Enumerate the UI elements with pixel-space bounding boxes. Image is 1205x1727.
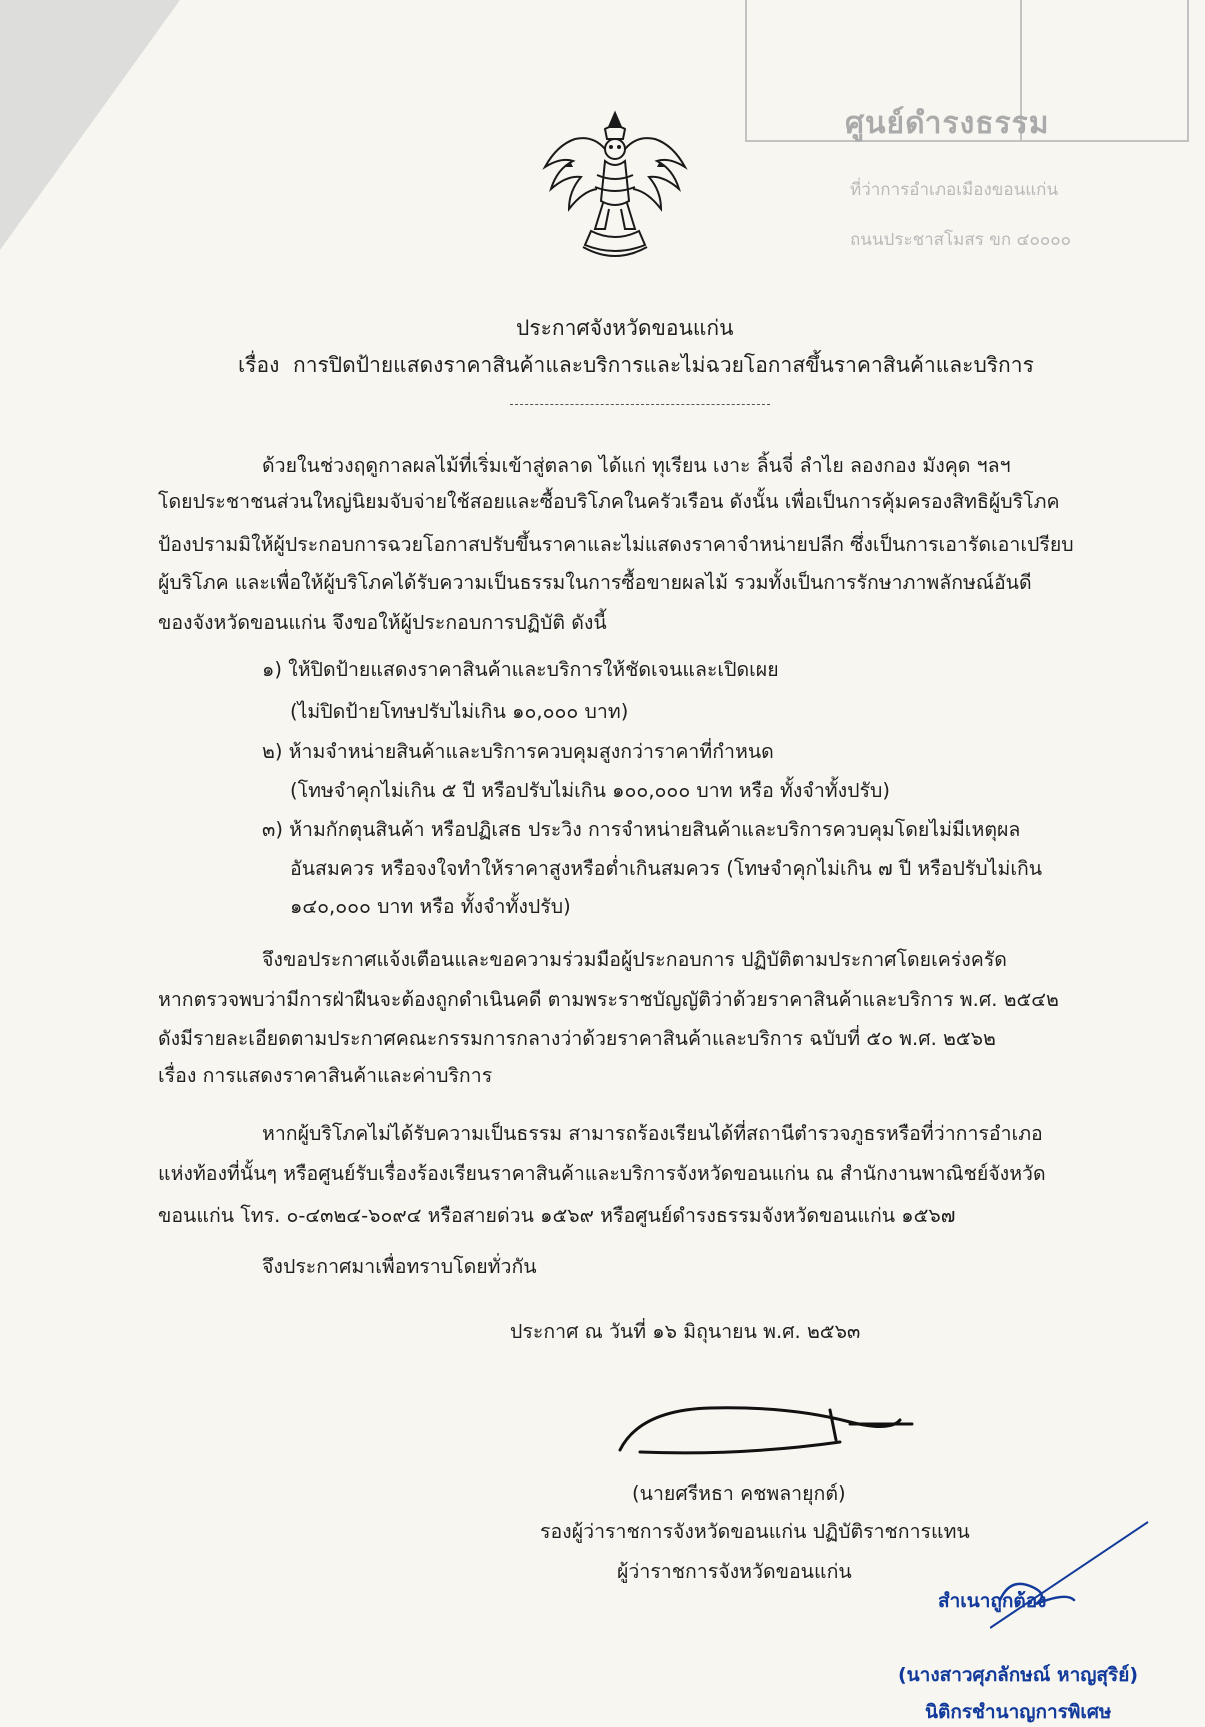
item-3-cont-1: อันสมควร หรือจงใจทำให้ราคาสูงหรือต่ำเกินสมควร (โทษจำคุกไม่เกิน ๗ ปี หรือปรับไม่เกิน (290, 857, 1043, 880)
warning-line-4: เรื่อง การแสดงราคาสินค้าและค่าบริการ (158, 1064, 493, 1087)
item-1-penalty: (ไม่ปิดป้ายโทษปรับไม่เกิน ๑๐,๐๐๐ บาท) (290, 700, 629, 723)
item-3-cont-2: ๑๔๐,๐๐๐ บาท หรือ ทั้งจำทั้งปรับ) (290, 895, 571, 918)
intro-line-2: โดยประชาชนส่วนใหญ่นิยมจับจ่ายใช้สอยและซื้อบริโภคในครัวเรือน ดังนั้น เพื่อเป็นการคุ้มครองสิทธิผู้บริโภค (158, 490, 1060, 513)
complaint-line-2: แห่งท้องที่นั้นๆ หรือศูนย์รับเรื่องร้องเรียนราคาสินค้าและบริการจังหวัดขอนแก่น ณ สำนักงานพาณิชย์จังหวัด (158, 1162, 1046, 1185)
garuda-emblem-icon (535, 105, 695, 270)
certify-name: (นางสาวศุภลักษณ์ หาญสุริย์) (898, 1664, 1139, 1686)
bleed-address-2: ถนนประชาสโมสร ขก ๔๐๐๐๐ (850, 230, 1071, 250)
complaint-line-3: ขอนแก่น โทร. ๐-๔๓๒๔-๖๐๙๔ หรือสายด่วน ๑๕๖๙ หรือศูนย์ดำรงธรรมจังหวัดขอนแก่น ๑๕๖๗ (158, 1204, 956, 1227)
certify-label: สำเนาถูกต้อง (938, 1590, 1047, 1612)
intro-line-3: ป้องปรามมิให้ผู้ประกอบการฉวยโอกาสปรับขึ้นราคาและไม่แสดงราคาจำหน่ายปลีก ซึ่งเป็นการเอารัดเอาเปรียบ (158, 533, 1074, 556)
complaint-line-1: หากผู้บริโภคไม่ได้รับความเป็นธรรม สามารถร้องเรียนได้ที่สถานีตำรวจภูธรหรือที่ว่าการอำเภอ (262, 1122, 1043, 1145)
item-3: ๓) ห้ามกักตุนสินค้า หรือปฏิเสธ ประวิง การจำหน่ายสินค้าและบริการควบคุมโดยไม่มีเหตุผล (262, 818, 1021, 841)
warning-line-2: หากตรวจพบว่ามีการฝ่าฝืนจะต้องถูกดำเนินคดี ตามพระราชบัญญัติว่าด้วยราคาสินค้าและบริการ พ.ศ. ๒๕๔๒ (158, 988, 1059, 1011)
subject-underline (510, 404, 770, 405)
intro-line-1: ด้วยในช่วงฤดูกาลผลไม้ที่เริ่มเข้าสู่ตลาด ได้แก่ ทุเรียน เงาะ ลิ้นจี่ ลำไย ลองกอง มังคุด ฯลฯ (262, 454, 1011, 477)
intro-line-4: ผู้บริโภค และเพื่อให้ผู้บริโภคได้รับความเป็นธรรมในการซื้อขายผลไม้ รวมทั้งเป็นการรักษาภาพลักษณ์อันดี (158, 571, 1032, 594)
warning-line-1: จึงขอประกาศแจ้งเตือนและขอความร่วมมือผู้ประกอบการ ปฏิบัติตามประกาศโดยเคร่งครัด (262, 948, 1007, 971)
item-2: ๒) ห้ามจำหน่ายสินค้าและบริการควบคุมสูงกว่าราคาที่กำหนด (262, 740, 774, 763)
signer-title-1: รองผู้ว่าราชการจังหวัดขอนแก่น ปฏิบัติราชการแทน (540, 1520, 970, 1543)
page-fold-shadow (0, 0, 180, 250)
intro-line-5: ของจังหวัดขอนแก่น จึงขอให้ผู้ประกอบการปฏิบัติ ดังนี้ (158, 611, 607, 634)
subject-text: การปิดป้ายแสดงราคาสินค้าและบริการและไม่ฉวยโอกาสขึ้นราคาสินค้าและบริการ (293, 353, 1034, 377)
signer-name: (นายศรีหธา คชพลายุกต์) (632, 1482, 846, 1505)
signer-title-2: ผู้ว่าราชการจังหวัดขอนแก่น (617, 1560, 852, 1583)
item-2-penalty: (โทษจำคุกไม่เกิน ๕ ปี หรือปรับไม่เกิน ๑๐๐,๐๐๐ บาท หรือ ทั้งจำทั้งปรับ) (290, 779, 891, 802)
closing-line: จึงประกาศมาเพื่อทราบโดยทั่วกัน (262, 1255, 537, 1278)
bleed-stamp-title: ศูนย์ดำรงธรรม (845, 106, 1050, 141)
signature-mark (600, 1380, 940, 1475)
subject-label: เรื่อง (238, 353, 280, 377)
document-heading: ประกาศจังหวัดขอนแก่น (516, 316, 734, 340)
date-line: ประกาศ ณ วันที่ ๑๖ มิถุนายน พ.ศ. ๒๕๖๓ (510, 1320, 861, 1343)
certify-position: นิติกรชำนาญการพิเศษ (925, 1701, 1112, 1723)
bleed-address-1: ที่ว่าการอำเภอเมืองขอนแก่น (850, 180, 1059, 200)
warning-line-3: ดังมีรายละเอียดตามประกาศคณะกรรมการกลางว่าด้วยราคาสินค้าและบริการ ฉบับที่ ๕๐ พ.ศ. ๒๕๖๒ (158, 1027, 996, 1050)
item-1: ๑) ให้ปิดป้ายแสดงราคาสินค้าและบริการให้ชัดเจนและเปิดเผย (262, 658, 779, 681)
